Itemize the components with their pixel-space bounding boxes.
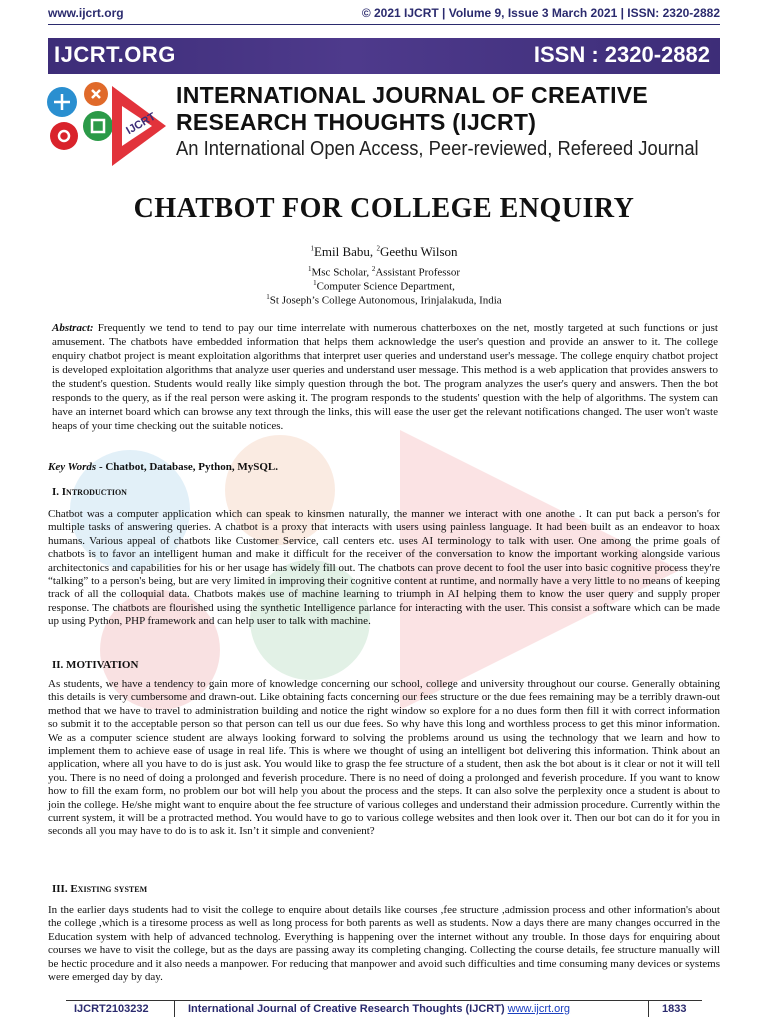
dept-sup: 1 <box>313 279 317 287</box>
section-heading-introduction <box>52 486 127 498</box>
section-heading-existing-system <box>52 883 147 895</box>
section-heading-motivation: II. MOTIVATION <box>52 659 139 671</box>
footer-journal-name: International Journal of Creative Research Thoughts (IJCRT) <box>188 1003 508 1015</box>
abstract-label: Abstract: <box>52 322 94 334</box>
journal-title-line2: RESEARCH THOUGHTS (IJCRT) <box>176 109 537 135</box>
abstract-text: Frequently we tend to tend to pay our time interrelate with numerous chatterboxes on the net, mostly targeted at such functions or just amusement. The chatbots have embedded information that helps them acknowledge the user's question and provide an answer to it. The college enquiry chatbot project is meant exploitation algorithms that interpret user queries and understand user's message. The college enquiry chatbot project is developed exploitation algorithms that analyze user queries and understand user message. This method is a web application that provides answers to the student's question. Students would really like simply question through the bot. The program analyzes the user's query and answers. Then the bot responds to the query, as if the real person were asking it. The program responds to the students' question with the help of algorithms. The system can have an internet board which can browse any text through the links, this will ease the user get the relevant notifications changed. The user won't waste heaps of your time checking out the suitable notices. <box>52 322 718 432</box>
authors <box>0 244 768 260</box>
existing-system-text: In the earlier days students had to visit the college to enquire about details like courses ,fee structure ,admission process and other information's about the college ,which is a tiresome process as well as long process for both parents as well as students. Now a days there are many changes occurred in the Education system with help of advanced technolog. Everything is happening over the internet without any trouble. In those days for enquiring about courses we have to visit the college, but as the days are passing away its completing changing. Collecting the course details, fee structure manually will be hectic procedure and it also needs a manpower. For reducing that manpower and avoid such difficulties and time consuming many devices or systems were emerged day by day. <box>48 904 720 984</box>
footer-separator-2 <box>648 1001 649 1017</box>
role2: Assistant Professor <box>375 266 460 279</box>
dept: Computer Science Department, <box>316 280 455 293</box>
header-rule <box>48 24 720 25</box>
banner-issn: ISSN : 2320-2882 <box>533 42 710 67</box>
author1: Emil Babu, <box>313 244 377 259</box>
logo-text: IJCRT <box>124 110 158 138</box>
abstract <box>52 321 718 433</box>
paper-id: IJCRT2103232 <box>74 1003 149 1015</box>
journal-banner <box>48 38 720 74</box>
running-header <box>48 6 720 24</box>
affiliation-roles <box>0 265 768 279</box>
journal-title-line1: INTERNATIONAL JOURNAL OF CREATIVE <box>176 82 649 108</box>
paper-title: CHATBOT FOR COLLEGE ENQUIRY <box>133 193 635 224</box>
role2-sup: 2 <box>371 265 376 273</box>
college: St Joseph’s College Autonomous, Irinjalakuda, India <box>269 294 502 307</box>
author2-sup: 2 <box>376 244 380 253</box>
introduction-text: Chatbot was a computer application which can speak to kinsmen naturally, the manner we interact with one anothe . It can put back a person's for multiple tasks of answering queries. A chatbot is a proxy that interacts with users using painless language. It had been built as an endeavor to hoax humans. Various appeal of chatbots like Customer Service, call centers etc. uses AI terminology to talk with user. One among the prime goals of chatbots is to favor an intelligent human and make it difficult for the receiver of the conversation to know the important working alongside various architectonics and capabilities for his or her usage has widely fill out. The chatbots can prove decent to fool the user into basic cognitive process they're “talking” to a person's being, but are very limited in improving their cognitive content at runtime, and normally have a very little to no means of keeping track of all the colloquial data. Chatbots makes use of machine learning to triumph in AI helping them to know the user query and supply proper response. The chatbots are flourished using the synthetic Intelligence parlance for interacting with the user. This consist a software which can be made up using Python, PHP framework and can help user to talk with machine. <box>48 508 720 628</box>
keywords-label: Key Words <box>48 461 97 473</box>
page-footer <box>66 1000 702 1020</box>
affiliation-dept <box>0 279 768 293</box>
motivation-text: As students, we have a tendency to gain more of knowledge concerning our school, college and university throughout our course. Generally obtaining this details is very cumbersome and drawn-out. Like obtaining facts concerning our fees structure or the due fees remaining may be a terribly drawn-out method that we have to travel to administration building and notice the right window so explore for a no dues form then fill it with correct information so submit it to the acceptable person so that person can tell us our due fees. So why have this long and worthless process to get this minor information. We as a computer science student are always looking forward to solving the problems around us using the technology that we learn and how to implement them to achieve ease of usage in real life. This is where we thought of using an intelligent bot delivering this information. Think about an application, where all you have to do is just ask. You would like to grasp the fee structure of a student, then ask the bot about is it clear or not it will tell you. There is no need of doing a prolonged and feverish procedure. There is no need of doing a prolonged and feverish procedure. If you want to know how to fill the exam form, no problem our bot will help you about the process and the steps. It can also solve the perplexity once a student is about to join the college. He/she might want to enquire about the fee structure of various colleges and understand their admission procedure. Currently within the current system, it will be a protracted method. You would have to go to various college websites and then look over it. Then our bot can do it for you in seconds all you may have to do is to ask it. Isn’t it simple and convenient? <box>48 678 720 838</box>
author1-sup: 1 <box>310 244 314 253</box>
keywords <box>48 461 718 473</box>
page-number: 1833 <box>662 1003 687 1015</box>
author2: Geethu Wilson <box>379 244 458 259</box>
issue-info: © 2021 IJCRT | Volume 9, Issue 3 March 2021 | ISSN: 2320-2882 <box>361 6 720 20</box>
footer-link[interactable]: www.ijcrt.org <box>507 1003 571 1015</box>
journal-tagline: An International Open Access, Peer-reviewed, Refereed Journal <box>176 138 699 160</box>
affiliation-college <box>0 293 768 307</box>
keywords-text: - Chatbot, Database, Python, MySQL. <box>96 461 279 473</box>
footer-rule <box>66 1000 702 1001</box>
existing-num: III. <box>52 883 71 895</box>
ijcrt-logo <box>40 80 172 172</box>
college-sup: 1 <box>266 293 270 301</box>
journal-title-block <box>176 82 736 162</box>
banner-site: IJCRT.ORG <box>54 42 176 67</box>
site-url[interactable]: www.ijcrt.org <box>48 6 124 20</box>
intro-title: Introduction <box>61 486 127 498</box>
role1-sup: 1 <box>308 265 312 273</box>
role1: Msc Scholar, <box>311 266 372 279</box>
footer-separator-1 <box>174 1001 175 1017</box>
existing-title: Existing system <box>70 883 148 895</box>
intro-num: I. <box>52 486 62 498</box>
logo-circle-green <box>83 111 113 141</box>
logo-circle-red <box>50 122 78 150</box>
footer-journal <box>188 1003 570 1015</box>
